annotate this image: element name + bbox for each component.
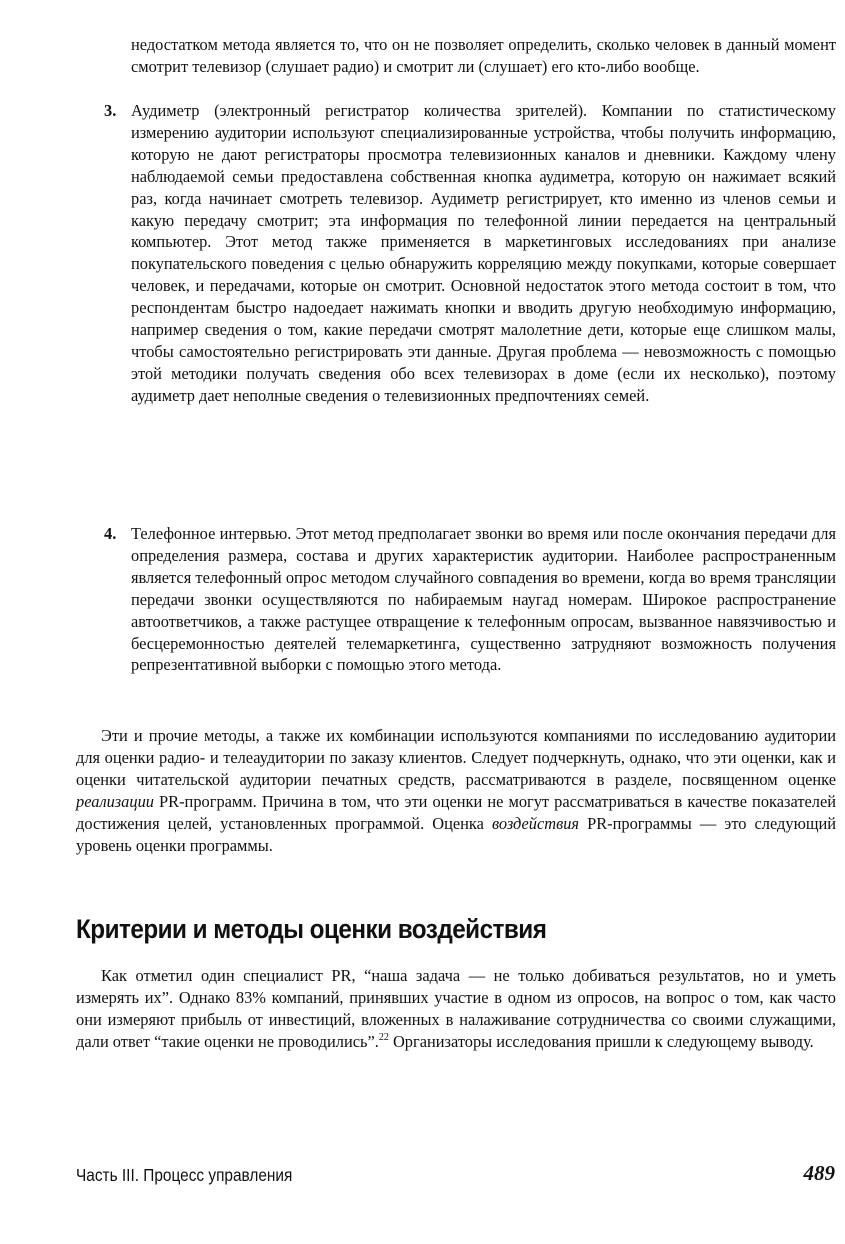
footnote-reference: 22 (378, 1031, 389, 1043)
intro-paragraph: недостатком метода является то, что он не позволяет определить, сколько человек в данный момент смотрит телевизор (слушает радио) и смотрит ли (слушает) его кто-либо вообще. (131, 35, 836, 76)
list-item-number: 3. (104, 101, 117, 120)
paragraph-text: PR-программ. Причина в том, что эти оценки не могут рассматриваться в качестве показателей достижения целей, установленных программой. Оценка (76, 791, 836, 833)
emphasis-impact: воздействия (491, 813, 580, 833)
list-item-number: 4. (104, 524, 117, 543)
paragraph-text: PR-программы — это следующий уровень оценки программы. (76, 813, 836, 855)
paragraph-text: Организаторы исследования пришли к следующему выводу. (388, 1031, 814, 1051)
list-item-text: Телефонное интервью. Этот метод предполагает звонки во время или после окончания передачи для определения размера, состава и других характеристик аудитории. Наиболее распространенным является телефонный опрос методом случайного совпадения во времени, когда во время трансляции передачи звонки осуществляются по набираемым наугад номерам. Широкое распространение автоответчиков, а также растущее отвращение к телефонным опросам, вызванное навязчивостью и бесцеремонностью деятелей телемаркетинга, существенно затрудняют возможность получения репрезентативной выборки с помощью этого метода. (131, 524, 836, 675)
list-item-text: Аудиметр (электронный регистратор количества зрителей). Компании по статистическому измерению аудитории используют специализированные устройства, чтобы получить информацию, которую не дают регистраторы просмотра телевизионных каналов и дневники. Каждому члену наблюдаемой семьи предоставлена собственная кнопка аудиметра, которую он нажимает всякий раз, когда начинает смотреть телевизор. Аудиметр регистрирует, кто именно из членов семьи и какую передачу смотрит; эта информация по телефонной линии передается на центральный компьютер. Этот метод также применяется в маркетинговых исследованиях при анализе покупательского поведения с целью обнаружить корреляцию между покупками, которые совершает человек, и передачами, которые он смотрит. Основной недостаток этого метода состоит в том, что респондентам быстро надоедает нажимать кнопки и вводить другую необходимую информацию, например сведения о том, какие передачи смотрят малолетние дети, которые еще слишком малы, чтобы самостоятельно регистрировать эти данные. Другая проблема — невозможность с помощью этой методики получать сведения обо всех телевизорах в доме (если их несколько), поэтому аудиметр дает неполные сведения о телевизионных предпочтениях семей. (131, 101, 836, 405)
section-heading: Критерии и методы оценки воздействия (76, 914, 547, 944)
list-item-phone-interview (104, 523, 836, 676)
body-paragraph-criteria (76, 965, 836, 1053)
body-paragraph-methods (76, 725, 836, 856)
page-number: 489 (803, 1161, 835, 1185)
emphasis-implementation: реализации (76, 791, 154, 811)
paragraph-text: Как отметил один специалист PR, “наша задача — не только добиваться результатов, но и уметь измерять их”. Однако 83% компаний, принявших участие в одном из опросов, на вопрос о том, как часто они измеряют прибыль от инвестиций, вложенных в налаживание сотрудничества со своими служащими, дали ответ “такие оценки не проводились”. (76, 966, 836, 1051)
list-item-audimeter (104, 100, 836, 407)
running-footer-section: Часть III. Процесс управления (76, 1165, 293, 1185)
paragraph-text: Эти и прочие методы, а также их комбинации используются компаниями по исследованию аудитории для оценки радио- и телеаудитории по заказу клиентов. Следует подчеркнуть, однако, что эти оценки, как и оценки читательской аудитории печатных средств, рассматриваются в разделе, посвященном оценке (76, 726, 836, 789)
